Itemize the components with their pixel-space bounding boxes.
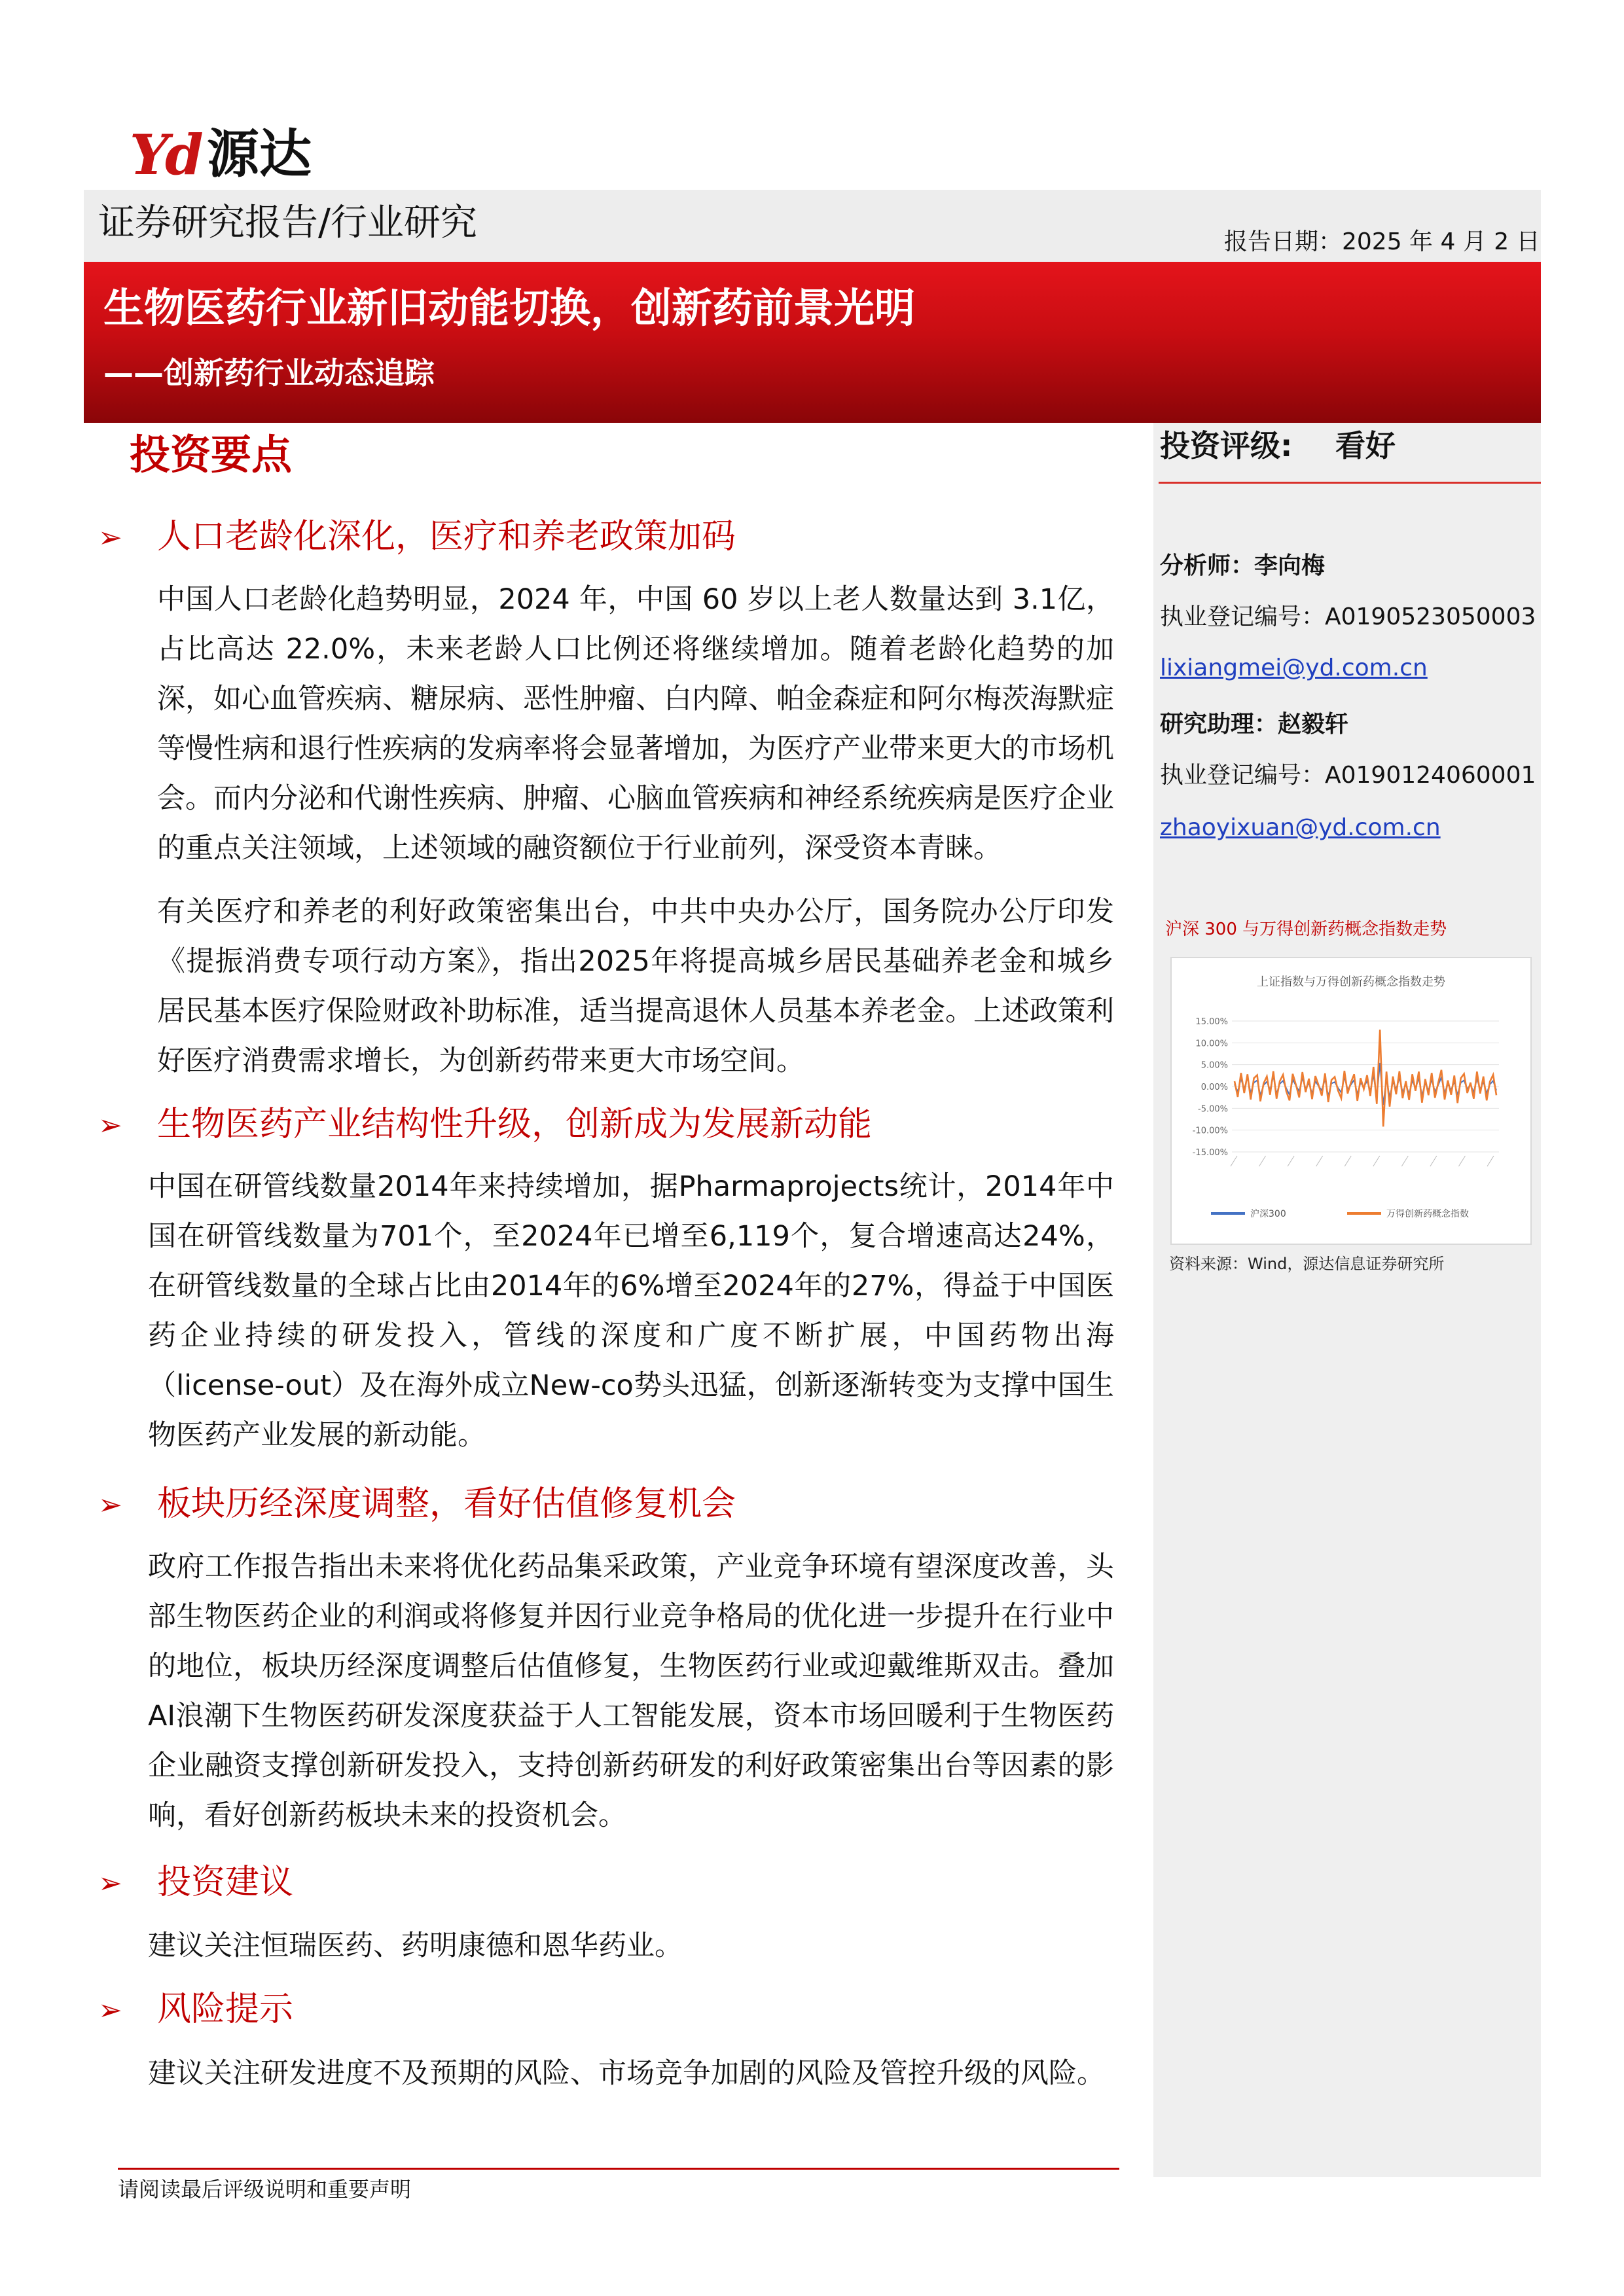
analyst-name: 分析师：李向梅 xyxy=(1160,552,1326,579)
chart-x-tick-mark xyxy=(1316,1156,1323,1166)
bullet-arrow-icon: ➢ xyxy=(98,1109,122,1142)
assistant-cert-number: 执业登记编号：A0190124060001 xyxy=(1160,762,1536,789)
brand-logo xyxy=(130,123,352,186)
report-date: 报告日期：2025 年 4 月 2 日 xyxy=(1224,228,1540,255)
chart-source-note: 资料来源：Wind，源达信息证券研究所 xyxy=(1169,1255,1445,1273)
report-subtitle: ——创新药行业动态追踪 xyxy=(103,355,435,391)
bullet-title-innovation: 生物医药产业结构性升级，创新成为发展新动能 xyxy=(157,1105,873,1144)
section-heading: 投资要点 xyxy=(130,431,293,478)
bullet-arrow-icon: ➢ xyxy=(98,1488,122,1522)
chart-x-tick-mark xyxy=(1458,1156,1465,1166)
paragraph-policy: 有关医疗和养老的利好政策密集出台，中共中央办公厅，国务院办公厅印发《提振消费专项行动方案》，指出2025年将提高城乡居民基础养老金和城乡居民基本医疗保险财政补助标准，适当提高退休人员基本养老金。上述政策利好医疗消费需求增长，为创新药带来更大市场空间。 xyxy=(157,895,1114,1077)
footer-disclaimer: 请阅读最后评级说明和重要声明 xyxy=(118,2177,412,2202)
bullet-arrow-icon: ➢ xyxy=(98,1994,122,2027)
assistant-email-link[interactable]: zhaoyixuan@yd.com.cn xyxy=(1160,814,1441,841)
index-trend-chart xyxy=(1170,957,1532,1245)
chart-x-tick-mark xyxy=(1344,1156,1351,1166)
sidebar-panel xyxy=(1153,423,1541,2177)
bullet-title-valuation: 板块历经深度调整，看好估值修复机会 xyxy=(157,1484,736,1524)
paragraph-pipeline: 中国在研管线数量2014年来持续增加，据Pharmaprojects统计，2014年中国在研管线数量为701个，至2024年已增至6,119个，复合增速高达24%，在研管线数量的全球占比由2014年的6%增至2024年的27%，得益于中国医药企业持续的研发投入，管线的深度和广度不断扩展，中国药物出海（license-out）及在海外成立New-co势头迅猛，创新逐渐转变为支撑中国生物医药产业发展的新动能。 xyxy=(148,1170,1114,1452)
chart-y-tick-label: -5.00% xyxy=(1198,1104,1228,1115)
rating-label: 投资评级: xyxy=(1160,428,1293,463)
chart-x-tick-mark xyxy=(1401,1156,1408,1166)
report-type: 证券研究报告/行业研究 xyxy=(98,202,477,244)
chart-series-line xyxy=(1235,1030,1496,1126)
chart-caption: 沪深 300 与万得创新药概念指数走势 xyxy=(1165,920,1447,939)
chart-x-tick-mark xyxy=(1487,1156,1494,1166)
chart-y-tick-label: 15.00% xyxy=(1195,1017,1228,1027)
chart-y-tick-label: 10.00% xyxy=(1195,1039,1228,1049)
paragraph-recommendation: 建议关注恒瑞医药、药明康德和恩华药业。 xyxy=(148,1929,683,1962)
paragraph-aging-trend: 中国人口老龄化趋势明显，2024 年，中国 60 岁以上老人数量达到 3.1亿，占比高达 22.0%，未来老龄人口比例还将继续增加。随着老龄化趋势的加深，如心血管疾病、糖尿病、恶性肿瘤、白内障、帕金森症和阿尔梅茨海默症等慢性病和退行性疾病的发病率将会显著增加，为医疗产业带来更大的市场机会。而内分泌和代谢性疾病、肿瘤、心脑血管疾病和神经系统疾病是医疗企业的重点关注领域，上述领域的融资额位于行业前列，深受资本青睐。 xyxy=(157,583,1114,865)
bullet-title-risk: 风险提示 xyxy=(157,1990,294,2029)
analyst-email-link[interactable]: lixiangmei@yd.com.cn xyxy=(1160,655,1428,681)
chart-y-tick-label: -15.00% xyxy=(1192,1148,1228,1158)
footer-divider xyxy=(118,2168,1119,2170)
bullet-arrow-icon: ➢ xyxy=(98,1867,122,1900)
logo-name: 源达 xyxy=(207,124,312,185)
chart-x-tick-mark xyxy=(1373,1156,1380,1166)
bullet-title-recommendation: 投资建议 xyxy=(157,1863,294,1902)
chart-title: 上证指数与万得创新药概念指数走势 xyxy=(1257,975,1445,989)
chart-svg xyxy=(1172,958,1530,1244)
paragraph-valuation: 政府工作报告指出未来将优化药品集采政策，产业竞争环境有望深度改善，头部生物医药企业的利润或将修复并因行业竞争格局的优化进一步提升在行业中的地位，板块历经深度调整后估值修复，生物医药行业或迎戴维斯双击。叠加AI浪潮下生物医药研发深度获益于人工智能发展，资本市场回暖利于生物医药企业融资支撑创新研发投入，支持创新药研发的利好政策密集出台等因素的影响，看好创新药板块未来的投资机会。 xyxy=(148,1551,1114,1832)
chart-y-tick-label: -10.00% xyxy=(1192,1126,1228,1136)
bullet-title-aging: 人口老龄化深化，医疗和养老政策加码 xyxy=(157,517,736,556)
rating-value: 看好 xyxy=(1335,428,1396,463)
report-title: 生物医药行业新旧动能切换，创新药前景光明 xyxy=(103,284,916,332)
chart-y-tick-label: 0.00% xyxy=(1200,1083,1228,1092)
chart-x-tick-mark xyxy=(1231,1156,1237,1166)
chart-x-tick-mark xyxy=(1259,1156,1266,1166)
chart-y-tick-label: 5.00% xyxy=(1200,1060,1228,1071)
chart-legend-label: 万得创新药概念指数 xyxy=(1386,1209,1469,1219)
chart-legend-label: 沪深300 xyxy=(1250,1209,1286,1219)
analyst-cert-number: 执业登记编号：A0190523050003 xyxy=(1160,603,1536,630)
chart-x-tick-mark xyxy=(1430,1156,1437,1166)
rating-divider xyxy=(1159,482,1541,484)
bullet-arrow-icon: ➢ xyxy=(98,521,122,554)
logo-mark: Yd xyxy=(130,122,200,187)
paragraph-risk: 建议关注研发进度不及预期的风险、市场竞争加剧的风险及管控升级的风险。 xyxy=(148,2057,1105,2090)
assistant-name: 研究助理：赵毅轩 xyxy=(1160,711,1349,738)
chart-x-tick-mark xyxy=(1288,1156,1294,1166)
